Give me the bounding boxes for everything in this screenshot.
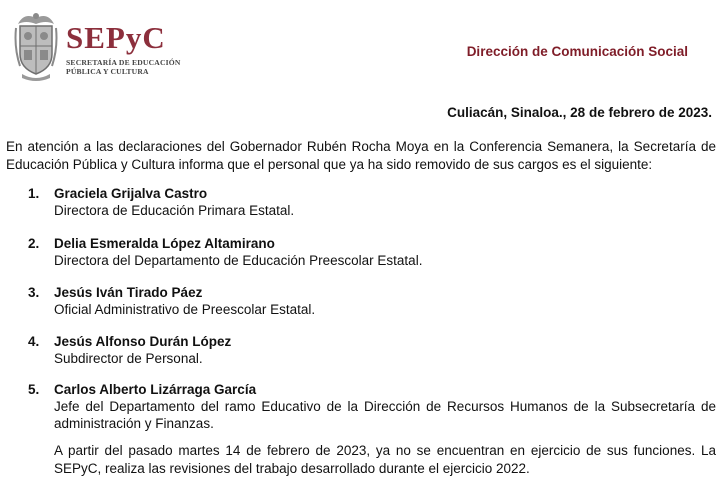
item-number: 4. (28, 334, 40, 349)
item-number: 5. (28, 382, 40, 397)
person-role: Jefe del Departamento del ramo Educativo de la Dirección de Recursos Humanos de la Subsecretaría de administración y Finanzas. (54, 399, 716, 431)
person-name: Graciela Grijalva Castro (54, 186, 208, 201)
person-role: Oficial Administrativo de Preescolar Estatal. (54, 302, 316, 317)
person-role: Directora del Departamento de Educación Preescolar Estatal. (54, 253, 423, 268)
letterhead (0, 0, 720, 92)
item-number: 2. (28, 236, 40, 251)
intro-paragraph: En atención a las declaraciones del Gobernador Rubén Rocha Moya en la Conferencia Semanera, la Secretaría de Educación Pública y Cultura informa que el personal que ya ha sido removido de sus cargos es el siguiente: (6, 139, 716, 172)
department-title: Dirección de Comunicación Social (466, 44, 688, 59)
closing-paragraph: A partir del pasado martes 14 de febrero de 2023, ya no se encuentran en ejercicio de sus funciones. La SEPyC, realiza las revisiones del trabajo desarrollado durante el ejercicio 2022. (54, 443, 716, 476)
brand-name: SEPyC (66, 20, 166, 55)
person-name: Jesús Iván Tirado Páez (54, 285, 203, 300)
person-role: Subdirector de Personal. (54, 351, 203, 366)
brand-block (66, 22, 181, 76)
letter-date: Culiacán, Sinaloa., 28 de febrero de 2023. (447, 105, 712, 120)
person-name: Jesús Alfonso Durán López (54, 334, 232, 349)
person-name: Carlos Alberto Lizárraga García (54, 382, 257, 397)
item-number: 3. (28, 285, 40, 300)
brand-subtitle-line-1: SECRETARÍA DE EDUCACIÓN (66, 58, 181, 67)
person-role: Directora de Educación Primara Estatal. (54, 203, 295, 218)
item-number: 1. (28, 186, 40, 201)
coat-of-arms-icon (14, 8, 58, 82)
brand-subtitle-line-2: PÚBLICA Y CULTURA (66, 67, 149, 76)
person-name: Delia Esmeralda López Altamirano (54, 236, 275, 251)
